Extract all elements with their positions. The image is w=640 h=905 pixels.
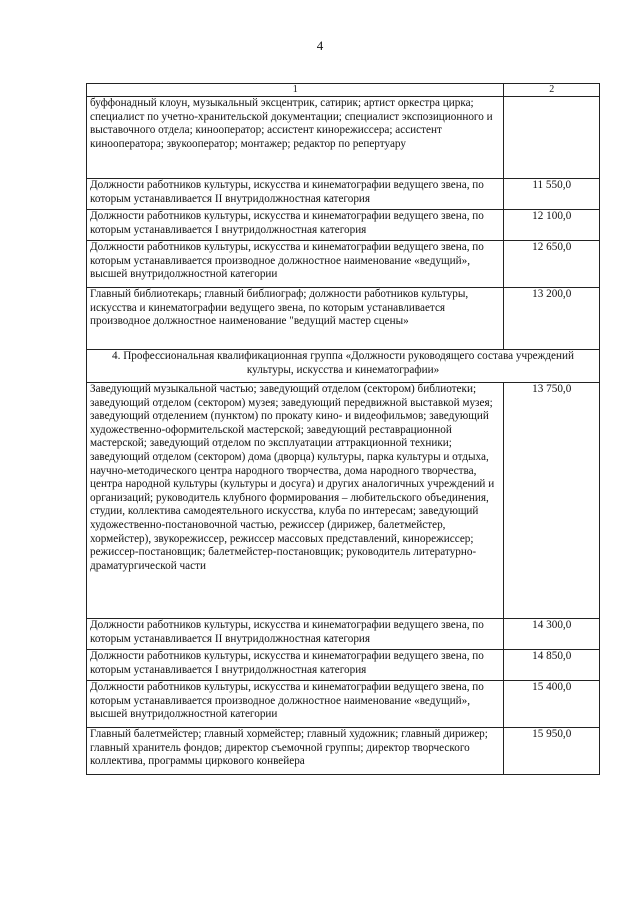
table-row (87, 650, 600, 681)
position-cell: буффонадный клоун, музыкальный эксцентрик, сатирик; артист оркестра цирка; специалист по учетно-хранительской документации; специалист экспозиционного и выставочного отдела; кинооператор; ассистент кинорежиссера; ассистент кинооператора; звукооператор; монтажер; редактор по репертуару (87, 97, 504, 179)
salary-cell: 15 400,0 (504, 681, 600, 728)
salary-cell: 13 200,0 (504, 288, 600, 350)
position-cell: Главный библиотекарь; главный библиограф; должности работников культуры, искусства и кинематографии ведущего звена, по которым устанавливается производное должностное наименование "ведущий мастер сцены» (87, 288, 504, 350)
salary-cell: 12 650,0 (504, 241, 600, 288)
group-heading: 4. Профессиональная квалификационная группа «Должности руководящего состава учреждений культуры, искусства и кинематографии» (87, 350, 600, 383)
position-cell: Заведующий музыкальной частью; заведующий отделом (сектором) библиотеки; заведующий отделом (сектором) музея; заведующий передвижной выставкой музея; заведующий отделением (пунктом) по прокату кино- и видеофильмов; заведующий художественно-оформительской мастерской; заведующий реставрационной мастерской; заведующий отделом по эксплуатации аттракционной техники; заведующий отделом (сектором) дома (дворца) культуры, парка культуры и отдыха, научно-методического центра народного творчества, дома народного творчества, центра народной культуры (культуры и досуга) и других аналогичных учреждений и организаций; руководитель клубного формирования – любительского объединения, студии, коллектива самодеятельного искусства, клуба по интересам; заведующий художественно-постановочной частью, режиссер (дирижер, балетмейстер, хормейстер), звукорежиссер, режиссер массовых представлений, кинорежиссер; режиссер-постановщик; балетмейстер-постановщик; руководитель литературно-драматургической части (87, 383, 504, 619)
position-cell: Должности работников культуры, искусства и кинематографии ведущего звена, по которым устанавливается II внутридолжностная категория (87, 619, 504, 650)
salary-cell: 11 550,0 (504, 179, 600, 210)
table-row (87, 179, 600, 210)
table-row (87, 681, 600, 728)
salary-cell: 14 300,0 (504, 619, 600, 650)
position-cell: Должности работников культуры, искусства и кинематографии ведущего звена, по которым устанавливается I внутридолжностная категория (87, 650, 504, 681)
table-row (87, 619, 600, 650)
table-row (87, 288, 600, 350)
table-row (87, 728, 600, 775)
position-cell: Должности работников культуры, искусства и кинематографии ведущего звена, по которым устанавливается производное должностное наименование «ведущий», высшей внутридолжностной категории (87, 681, 504, 728)
table-row (87, 241, 600, 288)
position-cell: Должности работников культуры, искусства и кинематографии ведущего звена, по которым устанавливается II внутридолжностная категория (87, 179, 504, 210)
position-cell: Должности работников культуры, искусства и кинематографии ведущего звена, по которым устанавливается производное должностное наименование «ведущий», высшей внутридолжностной категории (87, 241, 504, 288)
page-number: 4 (316, 38, 324, 53)
group-heading-row (87, 350, 600, 383)
salary-cell: 12 100,0 (504, 210, 600, 241)
table-row (87, 97, 600, 179)
salary-cell: 14 850,0 (504, 650, 600, 681)
table-row (87, 383, 600, 619)
salary-table (86, 83, 600, 775)
position-cell: Должности работников культуры, искусства и кинематографии ведущего звена, по которым устанавливается I внутридолжностная категория (87, 210, 504, 241)
salary-cell: 15 950,0 (504, 728, 600, 775)
header-col-2: 2 (504, 84, 600, 97)
table-header-row (87, 84, 600, 97)
salary-cell (504, 97, 600, 179)
table-row (87, 210, 600, 241)
salary-cell: 13 750,0 (504, 383, 600, 619)
header-col-1: 1 (87, 84, 504, 97)
position-cell: Главный балетмейстер; главный хормейстер; главный художник; главный дирижер; главный хранитель фондов; директор съемочной группы; директор творческого коллектива, программы циркового конвейера (87, 728, 504, 775)
